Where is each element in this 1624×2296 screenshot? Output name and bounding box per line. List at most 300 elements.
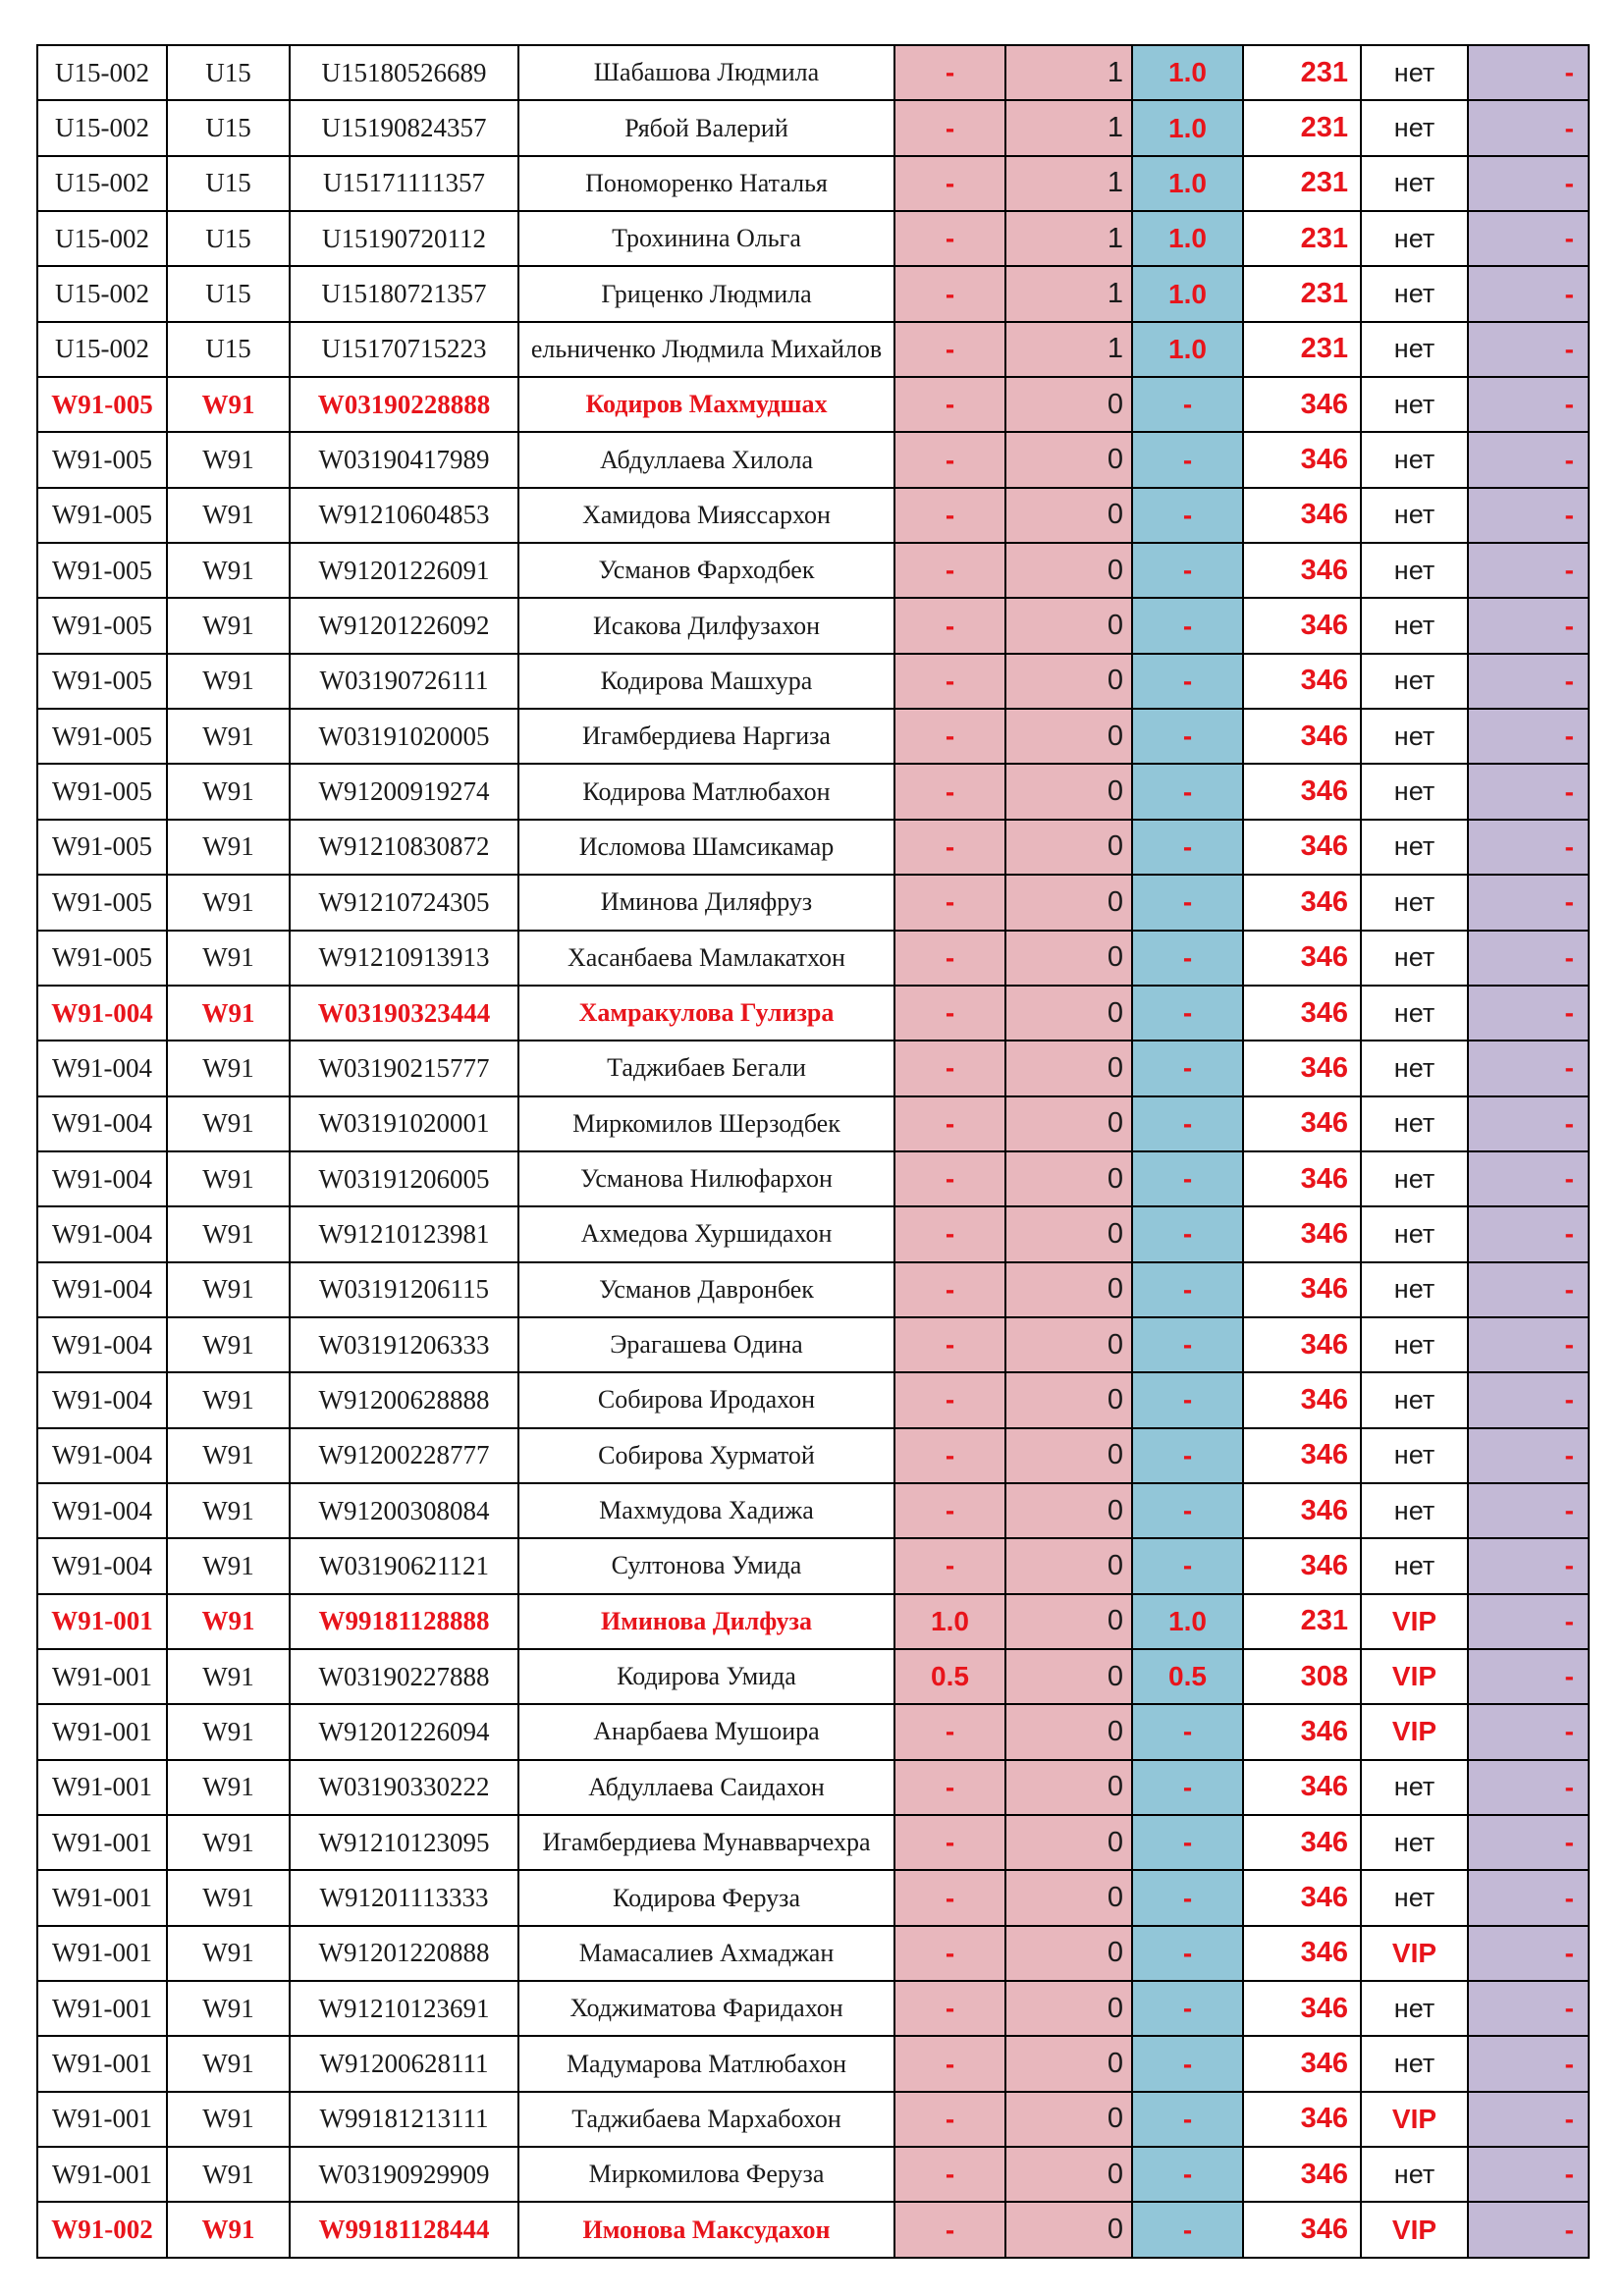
cell-value-3: 1.0 [1132,45,1243,100]
cell-id: W03191206005 [290,1151,518,1206]
cell-group: W91 [167,2202,290,2258]
cell-value-1: 1.0 [894,1594,1005,1649]
cell-last: - [1468,1151,1589,1206]
cell-id: W03191020005 [290,709,518,764]
cell-status: нет [1361,1483,1468,1538]
table-row [37,1870,1589,1925]
cell-value-3: - [1132,1262,1243,1317]
table-row [37,1372,1589,1427]
cell-name: Ходжиматова Фаридахон [518,1981,894,2036]
cell-value-2: 0 [1005,2092,1132,2147]
cell-status: нет [1361,266,1468,321]
cell-last: - [1468,266,1589,321]
cell-code: W91-001 [37,1815,167,1870]
cell-value-2: 0 [1005,764,1132,819]
cell-name: Иминова Дилфуза [518,1594,894,1649]
cell-group: U15 [167,45,290,100]
cell-status: нет [1361,875,1468,930]
table-row [37,45,1589,100]
cell-code: W91-005 [37,709,167,764]
cell-value-2: 0 [1005,1041,1132,1095]
cell-name: Кодирова Умида [518,1649,894,1704]
cell-id: W99181128888 [290,1594,518,1649]
cell-value-2: 0 [1005,1262,1132,1317]
cell-name: Хасанбаева Мамлакатхон [518,931,894,986]
cell-name: ельниченко Людмила Михайлов [518,322,894,377]
cell-value-3: - [1132,1926,1243,1981]
cell-value-3: - [1132,1317,1243,1372]
cell-id: W03190330222 [290,1760,518,1815]
cell-name: Игамбердиева Мунавварчехра [518,1815,894,1870]
cell-id: W91200228777 [290,1428,518,1483]
cell-value-3: - [1132,1041,1243,1095]
cell-value-2: 1 [1005,211,1132,266]
cell-code: W91-005 [37,654,167,709]
cell-value-4: 346 [1243,543,1361,598]
cell-value-1: - [894,1870,1005,1925]
cell-code: U15-002 [37,322,167,377]
cell-value-4: 346 [1243,1483,1361,1538]
cell-value-4: 346 [1243,1317,1361,1372]
cell-group: W91 [167,1870,290,1925]
cell-value-4: 346 [1243,709,1361,764]
cell-name: Миркомилов Шерзодбек [518,1096,894,1151]
cell-id: W91210830872 [290,820,518,875]
cell-code: W91-004 [37,1096,167,1151]
cell-id: W91210123691 [290,1981,518,2036]
cell-code: W91-001 [37,1870,167,1925]
cell-code: W91-004 [37,1372,167,1427]
cell-status: нет [1361,2036,1468,2091]
cell-status: нет [1361,488,1468,543]
cell-value-3: - [1132,1151,1243,1206]
table-row [37,543,1589,598]
cell-value-1: - [894,45,1005,100]
cell-group: W91 [167,1760,290,1815]
cell-value-4: 346 [1243,377,1361,432]
cell-id: W99181128444 [290,2202,518,2258]
cell-code: U15-002 [37,45,167,100]
cell-value-4: 346 [1243,2092,1361,2147]
table-row [37,2147,1589,2202]
cell-name: Исакова Дилфузахон [518,598,894,653]
cell-code: W91-005 [37,488,167,543]
cell-value-4: 346 [1243,1815,1361,1870]
cell-value-4: 231 [1243,322,1361,377]
cell-name: Собирова Хурматой [518,1428,894,1483]
cell-name: Таджибаев Бегали [518,1041,894,1095]
cell-last: - [1468,1372,1589,1427]
cell-name: Рябой Валерий [518,100,894,155]
cell-value-4: 346 [1243,986,1361,1041]
cell-value-2: 0 [1005,488,1132,543]
cell-value-1: - [894,2147,1005,2202]
cell-code: W91-001 [37,2092,167,2147]
cell-status: нет [1361,1815,1468,1870]
cell-name: Султонова Умида [518,1538,894,1593]
cell-value-2: 0 [1005,1870,1132,1925]
cell-value-3: - [1132,1372,1243,1427]
cell-value-1: - [894,1760,1005,1815]
cell-name: Кодирова Матлюбахон [518,764,894,819]
cell-value-3: - [1132,1704,1243,1759]
cell-group: W91 [167,1815,290,1870]
table-row [37,709,1589,764]
cell-code: W91-001 [37,1594,167,1649]
cell-value-1: 0.5 [894,1649,1005,1704]
cell-id: W03191020001 [290,1096,518,1151]
cell-value-2: 0 [1005,543,1132,598]
cell-status: нет [1361,931,1468,986]
table-row [37,764,1589,819]
cell-id: W03190228888 [290,377,518,432]
cell-group: W91 [167,1317,290,1372]
cell-value-3: 1.0 [1132,266,1243,321]
cell-group: W91 [167,1538,290,1593]
cell-id: W03190929909 [290,2147,518,2202]
cell-status: нет [1361,100,1468,155]
cell-value-1: - [894,1096,1005,1151]
cell-group: W91 [167,377,290,432]
cell-value-3: - [1132,654,1243,709]
cell-status: нет [1361,1096,1468,1151]
cell-code: W91-001 [37,1926,167,1981]
cell-name: Махмудова Хадижа [518,1483,894,1538]
cell-value-2: 0 [1005,1317,1132,1372]
cell-code: W91-004 [37,1538,167,1593]
cell-value-4: 346 [1243,820,1361,875]
cell-value-2: 0 [1005,1151,1132,1206]
table-row [37,820,1589,875]
cell-value-2: 0 [1005,1594,1132,1649]
cell-value-2: 1 [1005,322,1132,377]
cell-id: W03190215777 [290,1041,518,1095]
cell-status: нет [1361,211,1468,266]
cell-status: нет [1361,1206,1468,1261]
table-row [37,1594,1589,1649]
table-row [37,1096,1589,1151]
cell-name: Шабашова Людмила [518,45,894,100]
table-row [37,1926,1589,1981]
cell-value-1: - [894,1538,1005,1593]
cell-value-1: - [894,432,1005,487]
cell-group: W91 [167,1151,290,1206]
cell-value-4: 346 [1243,1926,1361,1981]
cell-name: Мамасалиев Ахмаджан [518,1926,894,1981]
cell-value-1: - [894,986,1005,1041]
cell-name: Усманов Фарходбек [518,543,894,598]
cell-value-3: - [1132,2092,1243,2147]
cell-last: - [1468,1428,1589,1483]
cell-last: - [1468,211,1589,266]
cell-last: - [1468,1262,1589,1317]
table-row [37,1151,1589,1206]
cell-value-1: - [894,1428,1005,1483]
table-row [37,1981,1589,2036]
cell-status: нет [1361,156,1468,211]
cell-value-1: - [894,1704,1005,1759]
cell-value-3: - [1132,764,1243,819]
cell-code: W91-001 [37,2036,167,2091]
cell-value-3: 0.5 [1132,1649,1243,1704]
cell-status: нет [1361,820,1468,875]
table-row [37,1041,1589,1095]
table-row [37,1428,1589,1483]
cell-last: - [1468,1704,1589,1759]
cell-last: - [1468,1041,1589,1095]
cell-code: W91-004 [37,1428,167,1483]
cell-value-4: 231 [1243,1594,1361,1649]
cell-group: W91 [167,931,290,986]
cell-last: - [1468,2202,1589,2258]
cell-value-2: 0 [1005,654,1132,709]
cell-value-1: - [894,211,1005,266]
cell-id: W99181213111 [290,2092,518,2147]
cell-value-4: 308 [1243,1649,1361,1704]
cell-value-3: - [1132,432,1243,487]
cell-group: W91 [167,2036,290,2091]
cell-value-4: 346 [1243,432,1361,487]
cell-group: W91 [167,543,290,598]
cell-status: VIP [1361,1704,1468,1759]
cell-status: VIP [1361,1594,1468,1649]
cell-group: W91 [167,1262,290,1317]
cell-last: - [1468,875,1589,930]
cell-code: W91-001 [37,1760,167,1815]
cell-code: W91-005 [37,764,167,819]
cell-status: нет [1361,1981,1468,2036]
cell-value-3: - [1132,1096,1243,1151]
cell-last: - [1468,1594,1589,1649]
cell-name: Трохинина Ольга [518,211,894,266]
cell-value-2: 1 [1005,156,1132,211]
cell-value-3: 1.0 [1132,1594,1243,1649]
cell-last: - [1468,764,1589,819]
cell-value-3: - [1132,2202,1243,2258]
cell-name: Анарбаева Мушоира [518,1704,894,1759]
cell-value-1: - [894,875,1005,930]
cell-id: U15190720112 [290,211,518,266]
cell-value-3: 1.0 [1132,322,1243,377]
cell-value-3: - [1132,1815,1243,1870]
cell-value-1: - [894,543,1005,598]
cell-code: W91-005 [37,543,167,598]
cell-name: Иминова Диляфруз [518,875,894,930]
cell-id: W03190323444 [290,986,518,1041]
cell-name: Пономоренко Наталья [518,156,894,211]
cell-value-1: - [894,100,1005,155]
cell-value-2: 0 [1005,931,1132,986]
cell-value-4: 346 [1243,1704,1361,1759]
cell-value-4: 346 [1243,1041,1361,1095]
cell-value-3: - [1132,2147,1243,2202]
cell-group: W91 [167,1096,290,1151]
cell-group: W91 [167,1041,290,1095]
cell-value-1: - [894,820,1005,875]
cell-group: U15 [167,211,290,266]
cell-id: W91210913913 [290,931,518,986]
cell-value-1: - [894,764,1005,819]
cell-value-4: 346 [1243,1151,1361,1206]
cell-value-3: - [1132,1981,1243,2036]
cell-value-2: 0 [1005,1096,1132,1151]
cell-code: W91-001 [37,1704,167,1759]
cell-value-1: - [894,709,1005,764]
cell-value-3: - [1132,1538,1243,1593]
cell-code: W91-001 [37,1981,167,2036]
cell-status: нет [1361,1262,1468,1317]
cell-code: W91-005 [37,598,167,653]
cell-group: W91 [167,1649,290,1704]
cell-name: Мадумарова Матлюбахон [518,2036,894,2091]
table-row [37,1649,1589,1704]
table-row [37,377,1589,432]
cell-status: нет [1361,1428,1468,1483]
table-row [37,432,1589,487]
cell-value-2: 0 [1005,1206,1132,1261]
table-body [37,45,1589,2258]
cell-id: W91210604853 [290,488,518,543]
cell-code: W91-004 [37,1151,167,1206]
cell-last: - [1468,432,1589,487]
cell-name: Собирова Иродахон [518,1372,894,1427]
cell-last: - [1468,1206,1589,1261]
cell-last: - [1468,488,1589,543]
cell-last: - [1468,1096,1589,1151]
cell-last: - [1468,654,1589,709]
cell-id: W91201226094 [290,1704,518,1759]
cell-name: Имонова Максудахон [518,2202,894,2258]
cell-id: W91200628888 [290,1372,518,1427]
cell-value-2: 1 [1005,100,1132,155]
cell-code: W91-001 [37,2147,167,2202]
cell-value-2: 0 [1005,1704,1132,1759]
cell-last: - [1468,820,1589,875]
cell-value-3: - [1132,875,1243,930]
cell-group: U15 [167,156,290,211]
cell-last: - [1468,45,1589,100]
cell-name: Кодиров Махмудшах [518,377,894,432]
cell-value-2: 0 [1005,1760,1132,1815]
cell-status: нет [1361,986,1468,1041]
cell-group: W91 [167,2092,290,2147]
cell-value-4: 346 [1243,931,1361,986]
cell-id: W91200919274 [290,764,518,819]
cell-name: Абдуллаева Саидахон [518,1760,894,1815]
cell-value-2: 0 [1005,1483,1132,1538]
cell-group: W91 [167,1372,290,1427]
table-row [37,1483,1589,1538]
cell-value-1: - [894,266,1005,321]
cell-group: U15 [167,100,290,155]
cell-value-1: - [894,1151,1005,1206]
cell-name: Кодирова Машхура [518,654,894,709]
cell-status: нет [1361,1317,1468,1372]
cell-group: U15 [167,322,290,377]
cell-value-2: 0 [1005,1428,1132,1483]
cell-group: W91 [167,1926,290,1981]
cell-status: нет [1361,1760,1468,1815]
cell-group: W91 [167,709,290,764]
cell-last: - [1468,1926,1589,1981]
table-row [37,1206,1589,1261]
cell-value-1: - [894,1206,1005,1261]
cell-value-1: - [894,2092,1005,2147]
cell-id: W03191206115 [290,1262,518,1317]
cell-value-2: 0 [1005,2147,1132,2202]
cell-status: нет [1361,654,1468,709]
cell-last: - [1468,986,1589,1041]
cell-value-3: 1.0 [1132,100,1243,155]
table-row [37,1317,1589,1372]
cell-last: - [1468,1815,1589,1870]
cell-value-3: - [1132,488,1243,543]
cell-value-2: 1 [1005,45,1132,100]
cell-last: - [1468,543,1589,598]
cell-status: нет [1361,432,1468,487]
table-row [37,931,1589,986]
cell-value-1: - [894,488,1005,543]
cell-status: нет [1361,322,1468,377]
cell-value-2: 0 [1005,598,1132,653]
cell-last: - [1468,1760,1589,1815]
cell-value-1: - [894,1815,1005,1870]
cell-code: W91-004 [37,1483,167,1538]
table-row [37,211,1589,266]
cell-name: Эрагашева Одина [518,1317,894,1372]
cell-value-4: 346 [1243,488,1361,543]
cell-value-1: - [894,598,1005,653]
cell-id: U15180526689 [290,45,518,100]
cell-status: нет [1361,1151,1468,1206]
cell-group: W91 [167,598,290,653]
cell-value-1: - [894,1483,1005,1538]
cell-value-3: - [1132,931,1243,986]
cell-group: W91 [167,488,290,543]
cell-code: W91-005 [37,931,167,986]
cell-code: W91-004 [37,1262,167,1317]
cell-id: W91200628111 [290,2036,518,2091]
cell-value-2: 1 [1005,266,1132,321]
cell-id: U15170715223 [290,322,518,377]
cell-name: Хамракулова Гулизра [518,986,894,1041]
cell-last: - [1468,709,1589,764]
cell-value-4: 346 [1243,1870,1361,1925]
cell-group: W91 [167,820,290,875]
cell-value-2: 0 [1005,1649,1132,1704]
cell-value-3: - [1132,1206,1243,1261]
cell-value-1: - [894,322,1005,377]
cell-value-2: 0 [1005,2036,1132,2091]
cell-name: Ахмедова Хуршидахон [518,1206,894,1261]
cell-id: W03190621121 [290,1538,518,1593]
cell-id: W91210123095 [290,1815,518,1870]
cell-value-2: 0 [1005,377,1132,432]
table-row [37,875,1589,930]
cell-value-1: - [894,377,1005,432]
cell-group: U15 [167,266,290,321]
cell-status: нет [1361,598,1468,653]
cell-last: - [1468,2036,1589,2091]
cell-status: нет [1361,709,1468,764]
cell-status: VIP [1361,1926,1468,1981]
cell-name: Таджибаева Мархабохон [518,2092,894,2147]
cell-group: W91 [167,654,290,709]
cell-group: W91 [167,1428,290,1483]
cell-group: W91 [167,986,290,1041]
cell-value-2: 0 [1005,1372,1132,1427]
cell-status: нет [1361,377,1468,432]
